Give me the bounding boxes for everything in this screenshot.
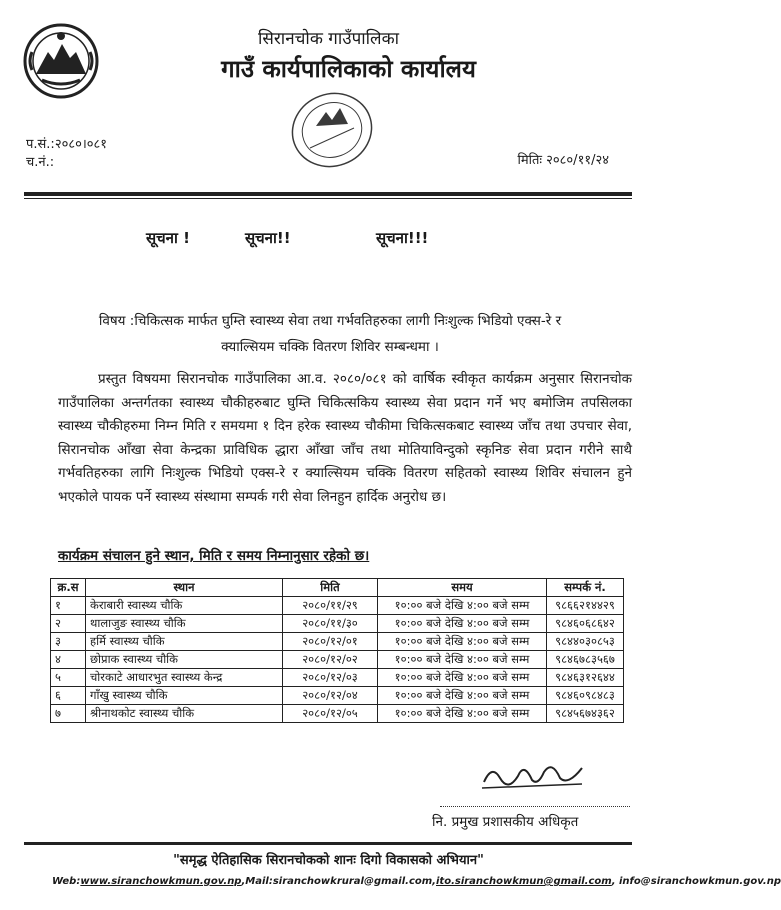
cell-place: छोप्राक स्वास्थ्य चौकि [86, 651, 283, 669]
header-rule [24, 192, 632, 196]
table-row [51, 651, 624, 669]
cell-contact: ९८६६२१४४२९ [547, 597, 624, 615]
cell-time: १०:०० बजे देखि ४:०० बजे सम्म [378, 651, 547, 669]
table-row [51, 615, 624, 633]
separator-1: , [432, 876, 436, 887]
table-row [51, 705, 624, 723]
cell-time: १०:०० बजे देखि ४:०० बजे सम्म [378, 705, 547, 723]
subject-line-2: क्याल्सियम चक्कि वितरण शिविर सम्बन्धमा । [221, 339, 439, 355]
cell-date: २०८०/१२/०१ [283, 633, 378, 651]
cell-sn: ५ [51, 669, 86, 687]
cell-place: हर्मि स्वास्थ्य चौकि [86, 633, 283, 651]
footer-motto: "समृद्ध ऐतिहासिक सिरानचोकको शानः दिगो विकासको अभियान" [173, 853, 484, 868]
separator-2: , [611, 876, 619, 887]
cell-place: गाँखु स्वास्थ्य चौकि [86, 687, 283, 705]
cell-date: २०८०/१२/०५ [283, 705, 378, 723]
cell-place: चोरकाटे आधारभुत स्वास्थ्य केन्द्र [86, 669, 283, 687]
cell-time: १०:०० बजे देखि ४:०० बजे सम्म [378, 615, 547, 633]
cell-time: १०:०० बजे देखि ४:०० बजे सम्म [378, 669, 547, 687]
cell-sn: ६ [51, 687, 86, 705]
schedule-table [50, 578, 624, 723]
cell-sn: ३ [51, 633, 86, 651]
footer-rule [24, 842, 632, 845]
web-label: Web: [52, 876, 81, 887]
cell-place: केराबारी स्वास्थ्य चौकि [86, 597, 283, 615]
cell-date: २०८०/१२/०४ [283, 687, 378, 705]
table-header-row [51, 579, 624, 597]
cell-contact: ९८४५६७४३६२ [547, 705, 624, 723]
cell-sn: ७ [51, 705, 86, 723]
cell-time: १०:०० बजे देखि ४:०० बजे सम्म [378, 597, 547, 615]
cell-place: श्रीनाथकोट स्वास्थ्य चौकि [86, 705, 283, 723]
table-row [51, 669, 624, 687]
office-stamp-icon [282, 82, 382, 177]
col-header-date: मिति [283, 579, 378, 597]
dispatch-number: च.नं.: [26, 155, 55, 170]
table-row [51, 597, 624, 615]
signature-icon [478, 756, 588, 796]
schedule-heading: कार्यक्रम संचालन हुने स्थान, मिति र समय निम्नानुसार रहेको छ। [58, 548, 370, 564]
col-header-sn: क्र.स [51, 579, 86, 597]
office-name: गाउँ कार्यपालिकाको कार्यालय [221, 55, 476, 83]
notice-label-2: सूचना!! [245, 229, 291, 247]
email-link-2[interactable]: ito.siranchowkmun@gmail.com [435, 876, 612, 887]
mail-label: ,Mail: [241, 876, 273, 887]
table-row [51, 633, 624, 651]
cell-date: २०८०/१२/०३ [283, 669, 378, 687]
footer-contact-line [52, 876, 781, 887]
table-row [51, 687, 624, 705]
subject-line-1: विषय :चिकित्सक मार्फत घुम्ति स्वास्थ्य सेवा तथा गर्भवतिहरुका लागी निःशुल्क भिडियो एक्स-रे र [98, 313, 562, 329]
cell-contact: ९८४६०९८४८३ [547, 687, 624, 705]
cell-contact: ९८४६०६८६४२ [547, 615, 624, 633]
cell-time: १०:०० बजे देखि ४:०० बजे सम्म [378, 633, 547, 651]
letter-subject [60, 308, 600, 360]
cell-date: २०८०/११/३० [283, 615, 378, 633]
signer-title: नि. प्रमुख प्रशासकीय अधिकृत [432, 814, 579, 830]
municipality-name: सिरानचोक गाउँपालिका [257, 29, 400, 49]
email-link-3[interactable]: info@siranchowkmun.gov.np [618, 876, 781, 887]
cell-time: १०:०० बजे देखि ४:०० बजे सम्म [378, 687, 547, 705]
cell-contact: ९८४६३१२६४४ [547, 669, 624, 687]
signature-line [440, 806, 630, 807]
col-header-place: स्थान [86, 579, 283, 597]
col-header-contact: सम्पर्क नं. [547, 579, 624, 597]
cell-contact: ९८४६७८३५६७ [547, 651, 624, 669]
cell-contact: ९८४४०३०८५३ [547, 633, 624, 651]
header-rule-thin [24, 198, 632, 199]
cell-sn: १ [51, 597, 86, 615]
website-link[interactable]: www.siranchowkmun.gov.np [80, 876, 242, 887]
notice-label-3: सूचना!!! [376, 229, 429, 247]
reference-number: प.सं.:२०८०।०८१ [26, 137, 108, 152]
col-header-time: समय [378, 579, 547, 597]
cell-sn: ४ [51, 651, 86, 669]
cell-date: २०८०/१२/०२ [283, 651, 378, 669]
letter-date: मितिः २०८०/११/२४ [517, 153, 609, 168]
cell-date: २०८०/११/२९ [283, 597, 378, 615]
cell-place: थालाजुङ स्वास्थ्य चौकि [86, 615, 283, 633]
email-link-1[interactable]: siranchowkrural@gmail.com [272, 876, 433, 887]
body-paragraph: प्रस्तुत विषयमा सिरानचोक गाउँपालिका आ.व. २०८०/०८१ को वार्षिक स्वीकृत कार्यक्रम अनुसार सिरानचोक गाउँपालिका अन्तर्गतका स्वास्थ्य चौकीहरुबाट घुम्ति चिकित्सकिय स्वास्थ्य सेवा प्रदान गर्ने भए बमोजिम तपसिलका स्वास्थ्य चौकीहरुमा निम्न मिति र समयमा १ दिन हरेक स्वास्थ्य चौकीमा चिकित्सकबाट स्वास्थ्य जाँच तथा उपचार सेवा, सिरानचोक आँखा सेवा केन्द्रका प्राविधिक द्धारा आँखा जाँच तथा मोतियाविन्दुको स्कृनिङ सेवा प्रदान गरीने साथै गर्भवतिहरुका लागि निःशुल्क भिडियो एक्स-रे र क्याल्सियम चक्कि वितरण सहितको स्वास्थ्य शिविर संचालन हुने भएकोले पायक पर्ने स्वास्थ्य संस्थामा सम्पर्क गरी सेवा लिनहुन हार्दिक अनुरोध छ। [58, 371, 632, 505]
cell-sn: २ [51, 615, 86, 633]
notice-label-1: सूचना ! [146, 229, 190, 247]
